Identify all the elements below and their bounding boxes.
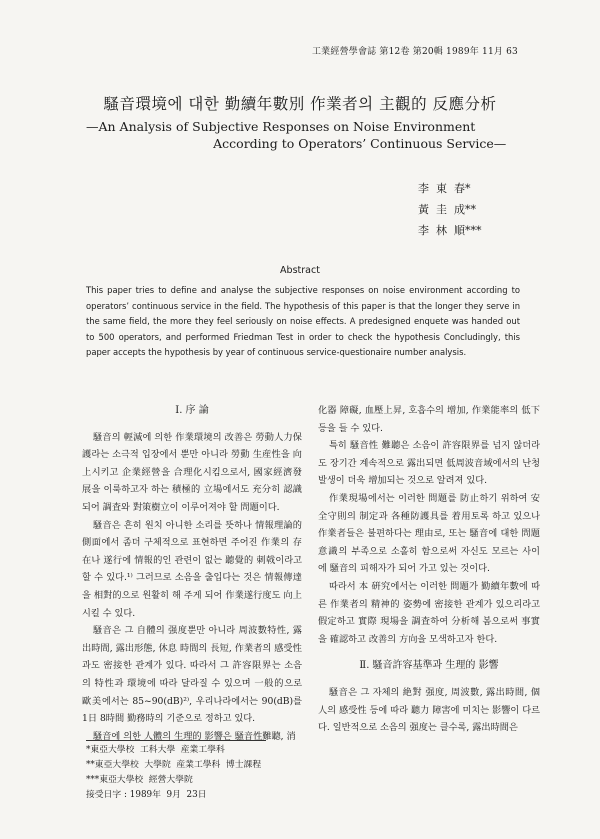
body-paragraph: 騷音의 輕減에 의한 作業環境의 改善은 勞動人力保護라는 소극적 입장에서 뿐만 아니라 勞動 生産性을 向上시키고 企業經營을 合理化시킴으로서, 國家經濟發展을 이룩하고자 하는 積極的 立場에서도 充分히 認識되어 調査와 對策樹立이 이루어져야 할 問題이다. [82, 431, 302, 513]
section-heading-introduction: Ⅰ. 序 論 [175, 405, 209, 416]
body-column-right [318, 402, 540, 737]
author-affiliation-footnotes [86, 740, 316, 803]
abstract-heading: Abstract [280, 265, 320, 276]
body-paragraph: 특히 騷音性 難聽은 소음이 許容限界를 넘지 않더라도 장기간 계속적으로 露出되면 低周波音域에서의 난청발생이 더욱 增加되는 것으로 알려져 있다. [318, 440, 540, 487]
footnote-received-date: 接受日字 : 1989年 9月 23日 [86, 790, 207, 800]
body-paragraph: 騷音에 의한 人體의 生理的 影響은 騷音性難聽, 消 [93, 730, 296, 742]
paper-title-korean: 騷音環境에 대한 勤續年數別 作業者의 主觀的 反應分析 [103, 95, 497, 113]
body-paragraph: 作業現場에서는 이러한 問題를 防止하기 위하여 安全守則의 制定과 各種防護具를 着用토록 하고 있으나 作業者들은 불편하다는 理由로, 또는 騷音에 대한 問題意識의 부족으로 소홀히 함으로써 자신도 모르는 사이에 騷音의 피해자가 되어 가고 있는 것이다. [318, 492, 540, 575]
author-3: 李 林 順*** [418, 224, 482, 237]
author-1: 李 東 春* [418, 182, 471, 195]
body-paragraph: 騷音은 흔히 원치 아니한 소리를 뜻하나 情報理論的 側面에서 좀더 구체적으로 표현하면 주어진 作業의 存在나 遂行에 情報的인 관련이 없는 聽覺的 刺戟이라고 할 수 있다.¹⁾ 그러므로 소음을 출입다는 것은 情報傳達을 相對的으로 원활히 해 주게 되어 作業遂行度도 向上시킬 수 있다. [82, 519, 302, 619]
footnote-affiliation-3: ***東亞大學校 經營大學院 [86, 775, 193, 785]
running-header: 工業經營學會誌 第12卷 第20輯 1989年 11月 63 [311, 47, 518, 57]
footnote-divider [86, 740, 266, 741]
body-paragraph: 化器 障礙, 血壓上昇, 호흡수의 增加, 作業能率의 低下등을 들 수 있다. [318, 405, 540, 434]
section-heading-noise-standards: Ⅱ. 騷音許容基準과 生理的 影響 [359, 660, 499, 672]
author-list [418, 178, 482, 241]
paper-title-english [86, 118, 506, 152]
paper-title-english-line1: —An Analysis of Subjective Responses on Noise Environment [86, 119, 476, 134]
body-paragraph: 따라서 本 硏究에서는 이러한 問題가 勤續年數에 따른 作業者의 精神的 姿勢에 密接한 관계가 있으리라고 假定하고 實際 現場을 調査하여 分析해 봄으로써 事實을 確認하고 改善의 方向을 모색하고자 한다. [318, 580, 540, 645]
body-paragraph: 騷音은 그 자체의 絶對 强度, 周波數, 露出時間, 個人의 感受性 등에 따라 聽力 障害에 미치는 影響이 다르다. 일반적으로 소음의 强度는 클수록, 露出時間은 [318, 686, 540, 734]
paper-title-english-line2: According to Operators’ Continuous Service— [86, 136, 507, 151]
body-column-left [82, 402, 302, 745]
abstract-text: This paper tries to define and analyse the subjective responses on noise environment according to operators’ continuous service in the field. The hypothesis of this paper is that the longer they serve in the same field, the more they feel seriously on noise effects. A predesigned enquete was handed out to 500 operators, and performed Friedman Test in order to check the hypothesis Concludingly, this paper accepts the hypothesis by year of continuous service-questionaire number analysis. [86, 285, 520, 357]
body-paragraph: 騷音은 그 自體의 强度뿐만 아니라 周波數特性, 露出時間, 露出形態, 休息 時間의 長短, 作業者의 感受性과도 密接한 관계가 있다. 따라서 그 許容限界는 소음의 特性과 環境에 따라 달라질 수 있으며 一般的으로 歐美에서는 85~90(dB)²⁾, 우리나라에서는 90(dB)를 1日 8時間 勤務時의 기준으로 정하고 있다. [82, 625, 302, 725]
section-gap [318, 648, 540, 657]
footnote-affiliation-1: *東亞大學校 工科大學 産業工學科 [86, 745, 225, 755]
author-2: 黃 圭 成** [418, 203, 476, 216]
footnote-affiliation-2: **東亞大學校 大學院 産業工學科 博士課程 [86, 760, 262, 770]
